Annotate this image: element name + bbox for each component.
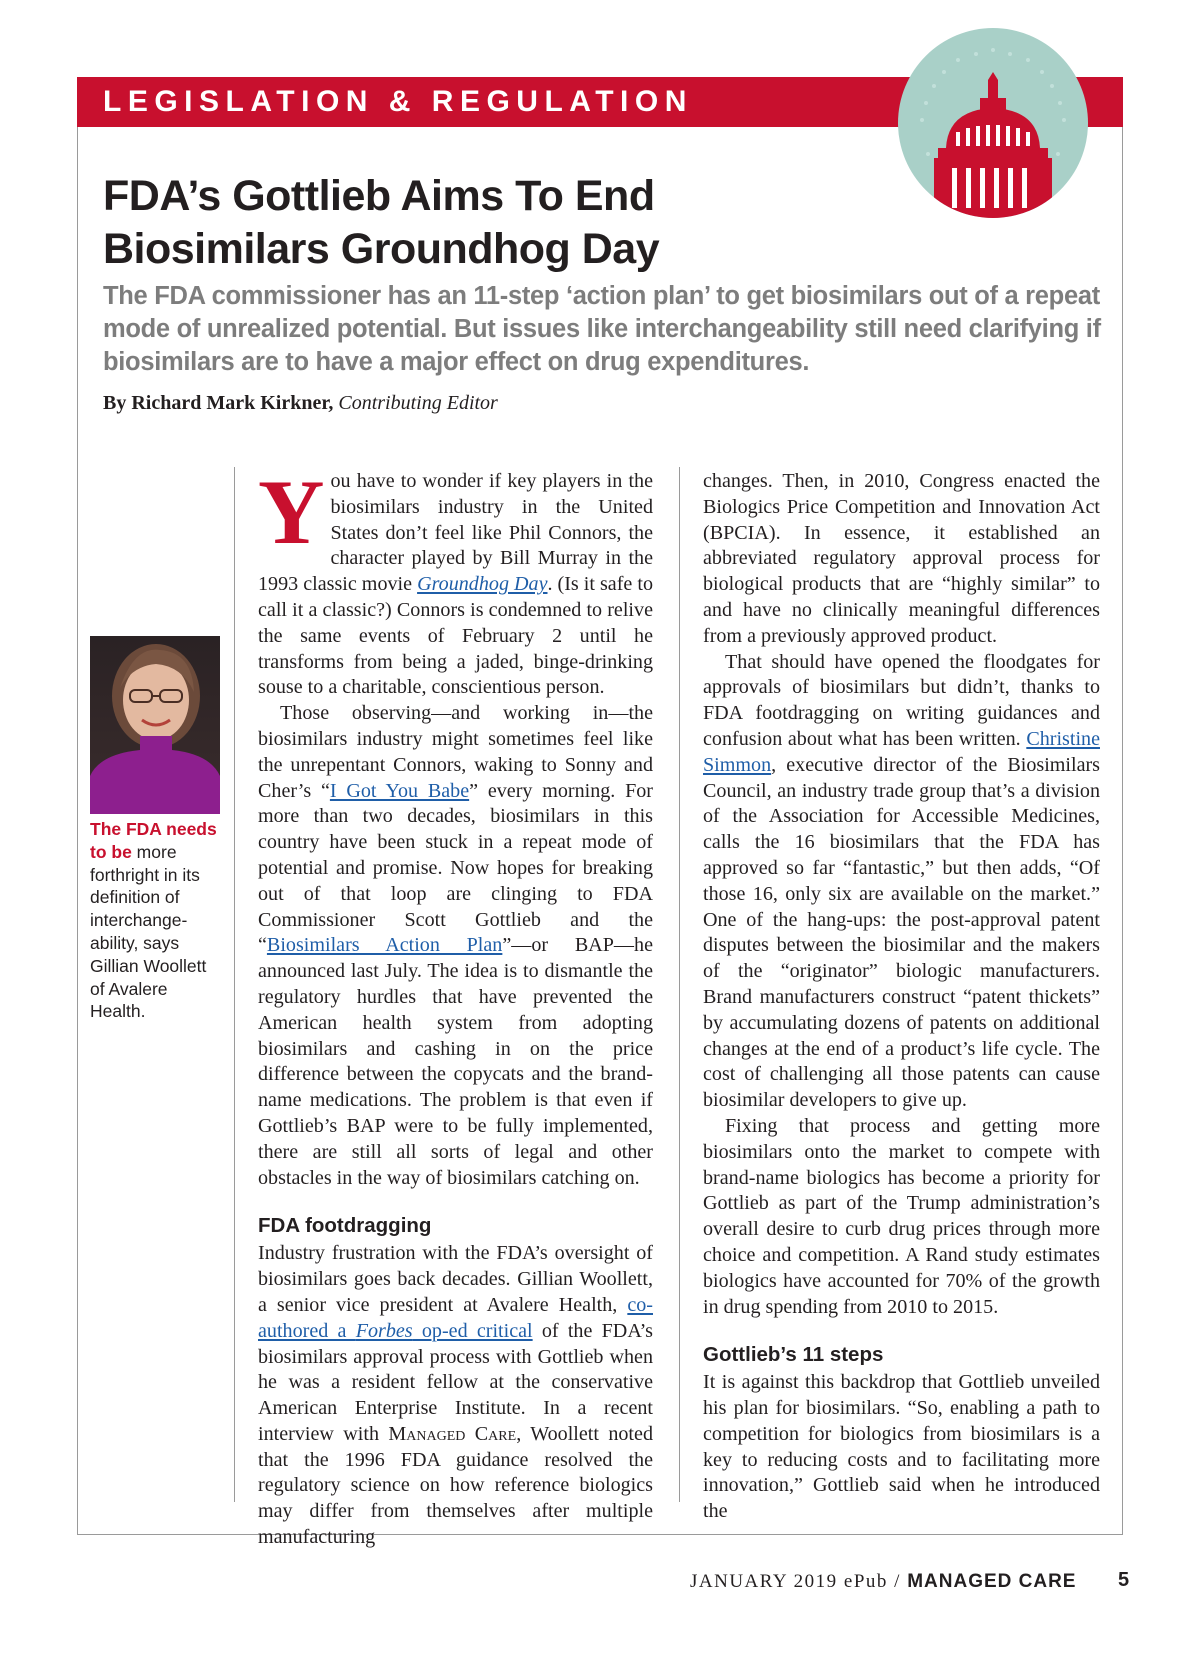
author-photo [90,636,220,814]
paragraph-text: , Woollett noted that the 1996 FDA guidance resolved the regulatory science on how reference biologics may differ from themselves after multiple manufacturing [258,1422,653,1549]
subheading-fda-footdragging: FDA footdragging [258,1214,432,1238]
paragraph-text: Industry frustration with the FDA’s oversight of biosimilars goes back decades. Gillian Woollett, a senior vice president at Avalere Health, [258,1242,653,1316]
paragraph-text: ”—or BAP—he announced last July. The idea is to dismantle the regulatory hurdles that have prevented the American health system from adopting biosimilars and cashing in on the price difference between the copycats and the brand-name medications. The problem is that even if Gottlieb’s BAP were to be fully implemented, there are still all sorts of legal and other obstacles in the way of biosimilars catching on. [258,934,653,1189]
byline-author: Richard Mark Kirkner, [131,392,334,414]
paragraph-text: ou have to wonder if key players in the biosimilars industry in the United States don’t feel like Phil Connors, the character played by Bill Murray in the 1993 classic movie [258,470,653,596]
paragraph [258,461,653,701]
column-divider [234,467,235,1502]
christine-simmon-link[interactable]: Christine Simmon [703,727,1100,776]
capitol-dome-icon [898,28,1088,218]
caption-text: more forthright in its definition of interchange-ability, says Gillian Woollett of Avalere Health. [90,841,207,1022]
magazine-name: Managed Care [388,1422,517,1445]
paragraph [258,701,653,1191]
paragraph [258,1241,653,1551]
biosimilars-action-plan-link[interactable]: Biosimilars Action Plan [266,934,503,957]
paragraph-text: ” every morning. For more than two decades, biosimilars in this country have been stuck in a repeat mode of potential and promise. Now hopes for breaking out of that loop are clinging to FDA Commissioner Scott Gottlieb and the “ [258,779,653,957]
subheading-gottliebs-11-steps: Gottlieb’s 11 steps [703,1343,884,1367]
link-text: co-authored a [258,1293,653,1342]
issue-date: JANUARY 2019 ePub / [690,1571,908,1592]
paragraph-text: of the FDA’s biosimilars approval process with Gottlieb when he was a resident fellow at the conservative American Enterprise Institute. In a recent interview with [258,1319,654,1445]
article-column-1 [258,461,654,1551]
i-got-you-babe-link[interactable]: I Got You Babe [329,779,470,802]
groundhog-day-link[interactable]: Groundhog Day [417,573,548,596]
paragraph: It is against this backdrop that Gottlieb unveiled his plan for biosimilars. “So, enabling a path to competition for biologics from biosimilars is a key to reducing costs and to facilitating more innovation,” Gottlieb said when he introduced the [703,1371,1100,1523]
paragraph: Fixing that process and getting more biosimilars onto the market to compete with brand-name biologics has become a priority for Gottlieb as part of the Trump administration’s overall desire to curb drug prices through more choice and competition. A Rand study estimates biologics have accounted for 70% of the growth in drug spending from 2010 to 2015. [703,1114,1100,1318]
photo-caption [90,818,225,1023]
article-column-2 [703,469,1100,1525]
paragraph: changes. Then, in 2010, Congress enacted the Biologics Price Competition and Innovation Act (BPCIA). In essence, it established an abbreviated regulatory approval process for biological products that are “highly similar” to and have no clinically meaningful differences from a previously approved product. [703,470,1100,647]
section-label: LEGISLATION & REGULATION [103,85,693,118]
paragraph-text: That should have opened the floodgates for approvals of biosimilars but didn’t, thanks to FDA footdragging on writing guidances and confusion about what has been written. [703,650,1100,750]
page-number: 5 [1118,1569,1130,1591]
headline-line-1: FDA’s Gottlieb Aims To End [103,172,655,220]
link-text: op-ed critical [412,1319,533,1342]
magazine-title: MANAGED CARE [907,1571,1077,1592]
article-headline [103,170,883,276]
byline-role: Contributing Editor [338,392,498,414]
paragraph-text: . (Is it safe to call it a classic?) Connors is condemned to relive the same events of February 2 until he transforms from being a jaded, binge-drinking souse to a charitable, conscientious person. [258,573,653,699]
paragraph [703,650,1100,1114]
caption-lead: The FDA needs to be [90,819,217,862]
paragraph-text: Those observing—and working in—the biosimilars industry might sometimes feel like the unrepentant Connors, waking to Sonny and Cher’s “ [258,702,653,802]
article-deck: The FDA commissioner has an 11-step ‘action plan’ to get biosimilars out of a repeat mode of unrealized potential. But issues like interchangeability still need clarifying if biosimilars are to have a major effect on drug expenditures. [103,282,1101,376]
headline-line-2: Biosimilars Groundhog Day [103,225,660,273]
column-divider [679,467,680,1502]
byline-prefix: By [103,392,132,414]
byline [103,390,498,416]
page-footer [690,1571,1076,1593]
link-text: Forbes [355,1319,413,1342]
drop-cap: Y [258,461,325,563]
paragraph-text: , executive director of the Biosimilars Council, an industry trade group that’s a division of the Association for Accessible Medicines, calls the 16 biosimilars that the FDA has approved so far “fantastic,” but then adds, “Of those 16, only six are available on the market.” One of the hang-ups: the post-approval patent disputes between the biosimilar and the makers of the “originator” biologic manufacturers. Brand manufacturers construct “patent thickets” by accumulating dozens of patents on additional changes at the end of a product’s life cycle. The cost of challenging all those patents can cause biosimilar developers to give up. [703,753,1100,1112]
